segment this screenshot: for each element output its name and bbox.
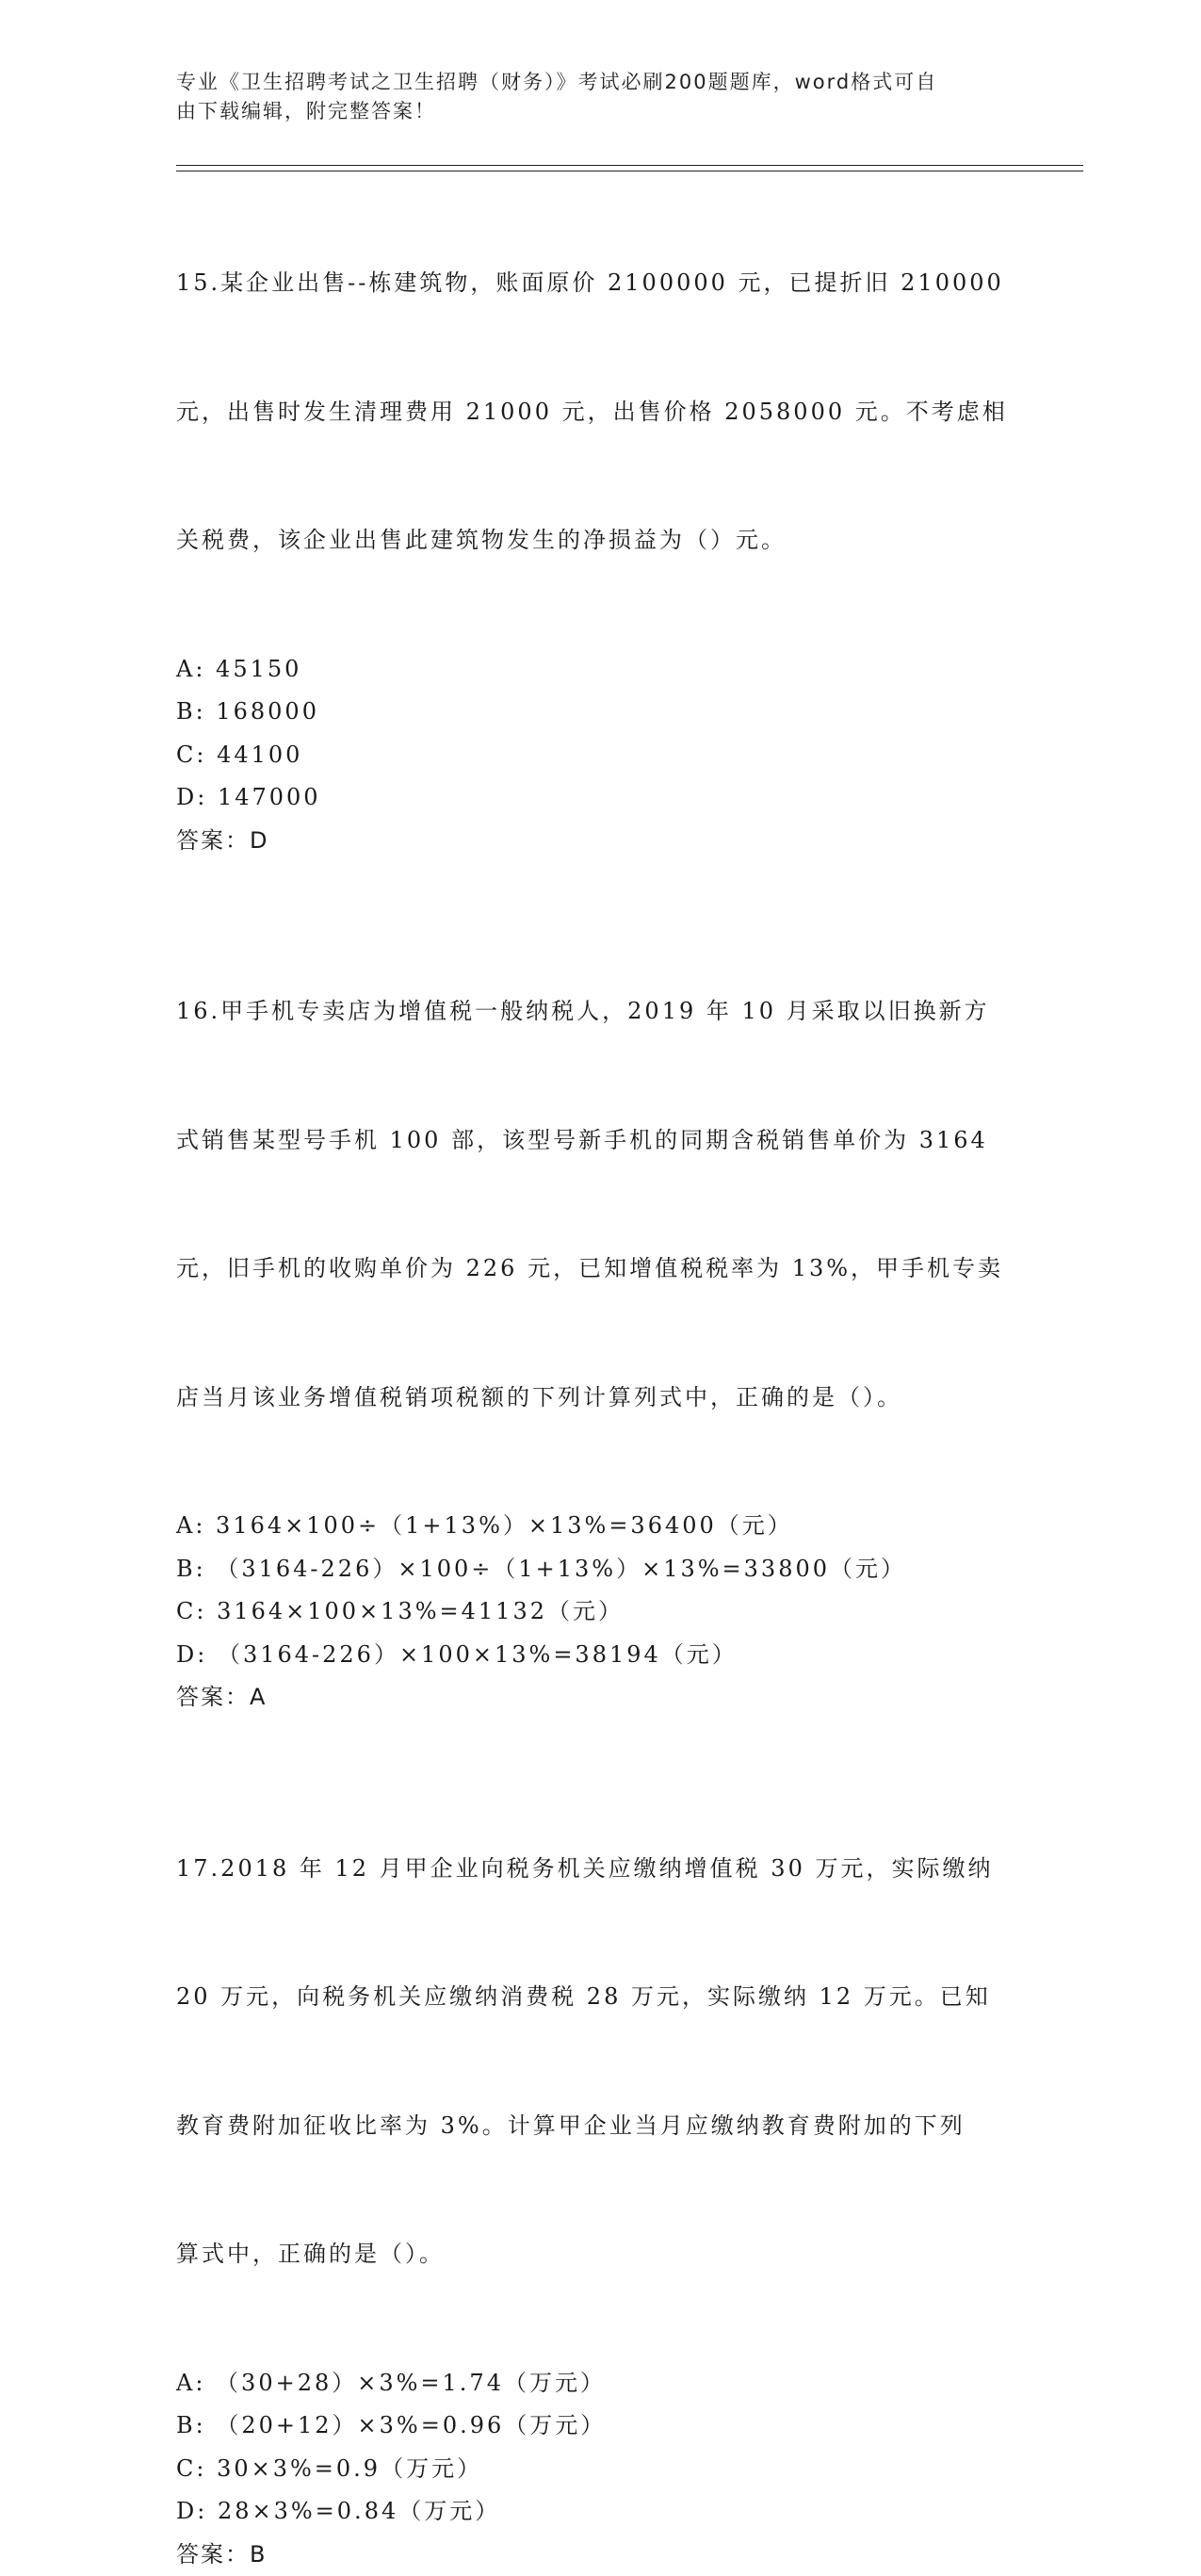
question-list [176, 176, 1024, 2576]
stem-line: 关税费，该企业出售此建筑物发生的净损益为（）元。 [176, 519, 1024, 562]
stem-line: 式销售某型号手机 100 部，该型号新手机的同期含税销售单价为 3164 [176, 1119, 1024, 1163]
question-17 [176, 1762, 1024, 2576]
question-spacer [176, 1720, 1024, 1762]
stem-line: 15.某企业出售--栋建筑物，账面原价 2100000 元，已提折旧 210000 [176, 262, 1024, 305]
answer-label: 答案：D [176, 820, 1024, 863]
answer-label: 答案：A [176, 1676, 1024, 1720]
stem-line: 教育费附加征收比率为 3%。计算甲企业当月应缴纳教育费附加的下列 [176, 2105, 1024, 2148]
stem-line: 元，旧手机的收购单价为 226 元，已知增值税税率为 13%，甲手机专卖 [176, 1247, 1024, 1291]
question-spacer [176, 862, 1024, 905]
option-a: A: （30+28）×3%=1.74（万元） [176, 2362, 1024, 2405]
option-b: B: （3164-226）×100÷（1+13%）×13%=33800（元） [176, 1548, 1024, 1591]
stem-line: 20 万元，向税务机关应缴纳消费税 28 万元，实际缴纳 12 万元。已知 [176, 1976, 1024, 2019]
question-16 [176, 905, 1024, 1720]
option-a: A: 45150 [176, 648, 1024, 692]
option-c: C: 30×3%=0.9（万元） [176, 2448, 1024, 2491]
option-b: B: 168000 [176, 691, 1024, 734]
question-15 [176, 176, 1024, 862]
header-line-2: 由下载编辑，附完整答案！ [176, 97, 1005, 126]
option-c: C: 44100 [176, 734, 1024, 777]
option-d: D: 28×3%=0.84（万元） [176, 2490, 1024, 2534]
option-d: D: （3164-226）×100×13%=38194（元） [176, 1634, 1024, 1677]
option-a: A: 3164×100÷（1+13%）×13%=36400（元） [176, 1505, 1024, 1548]
question-stem [176, 1762, 1024, 2362]
question-stem [176, 905, 1024, 1505]
option-b: B: （20+12）×3%=0.96（万元） [176, 2405, 1024, 2448]
stem-line: 店当月该业务增值税销项税额的下列计算列式中，正确的是（）。 [176, 1377, 1024, 1420]
header-line-1: 专业《卫生招聘考试之卫生招聘（财务）》考试必刷200题题库，word格式可自 [176, 68, 1005, 97]
question-stem [176, 176, 1024, 648]
document-header [176, 68, 1005, 126]
stem-line: 16.甲手机专卖店为增值税一般纳税人，2019 年 10 月采取以旧换新方 [176, 990, 1024, 1034]
stem-line: 17.2018 年 12 月甲企业向税务机关应缴纳增值税 30 万元，实际缴纳 [176, 1848, 1024, 1891]
stem-line: 算式中，正确的是（）。 [176, 2233, 1024, 2276]
option-d: D: 147000 [176, 776, 1024, 820]
stem-line: 元，出售时发生清理费用 21000 元，出售价格 2058000 元。不考虑相 [176, 391, 1024, 434]
option-c: C: 3164×100×13%=41132（元） [176, 1590, 1024, 1634]
header-divider-top [176, 165, 1083, 166]
answer-label: 答案：B [176, 2534, 1024, 2576]
